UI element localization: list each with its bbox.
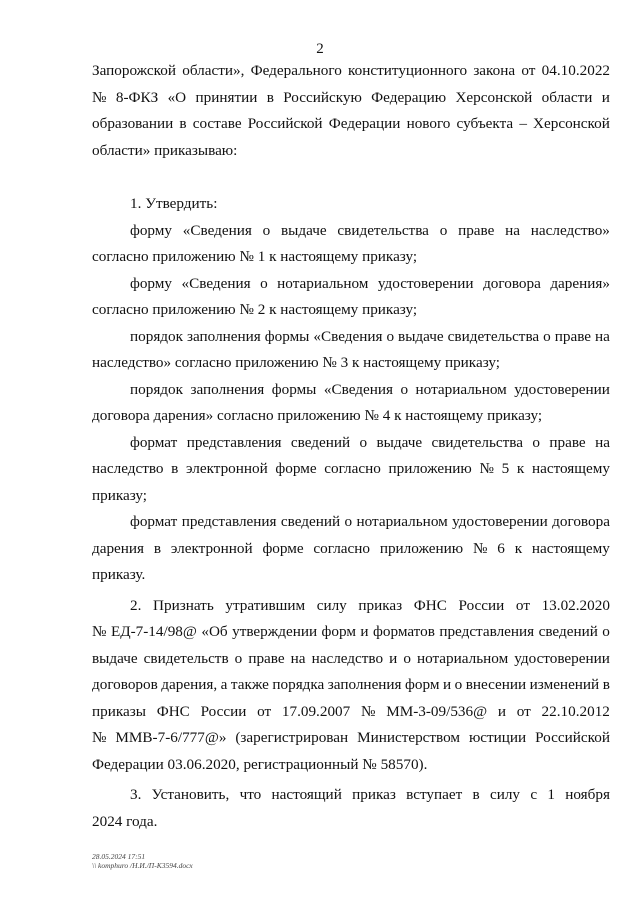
text-line: форму «Сведения о нотариальном удостоверении договора дарения» <box>130 274 610 292</box>
text-line: наследство» согласно приложению № 3 к настоящему приказу; <box>92 354 500 371</box>
footer-file-path: \\ komphuro /Н.И./П-К3594.docx <box>92 861 193 870</box>
text-line: № ЕД-7-14/98@ «Об утверждении форм и форматов представления сведений о <box>92 623 610 640</box>
paragraph-item-3 <box>92 782 610 835</box>
text-line: образовании в составе Российской Федерации нового субъекта – Херсонской <box>92 115 610 132</box>
paragraph-item-1f <box>92 509 610 589</box>
text-line: 2. Признать утратившим силу приказ ФНС России от 13.02.2020 <box>130 596 610 614</box>
paragraph-item-1a <box>92 218 610 271</box>
paragraph-item-2 <box>92 593 610 779</box>
text-line: 1. Утвердить: <box>130 195 218 212</box>
text-line: согласно приложению № 2 к настоящему приказу; <box>92 301 418 318</box>
text-line: выдаче свидетельств о праве на наследство и о нотариальном удостоверении <box>92 649 610 667</box>
text-line: дарения в электронной форме согласно приложению № 6 к настоящему <box>92 539 610 557</box>
page-number: 2 <box>316 41 324 57</box>
paragraph-item-1 <box>92 191 610 218</box>
text-line: 3. Установить, что настоящий приказ вступает в силу с 1 ноября <box>130 786 610 803</box>
footer-timestamp: 28.05.2024 17:51 <box>92 852 146 861</box>
text-line: № 8-ФКЗ «О принятии в Российскую Федерацию Херсонской области и <box>92 88 610 106</box>
text-line: порядок заполнения формы «Сведения о выдаче свидетельства о праве на <box>130 327 610 345</box>
text-line: согласно приложению № 1 к настоящему приказу; <box>92 248 418 265</box>
document-body <box>92 58 610 835</box>
text-line: Федерации 03.06.2020, регистрационный № 58570). <box>92 755 428 773</box>
paragraph-item-1b <box>92 271 610 324</box>
paragraph-item-1c <box>92 324 610 377</box>
text-line: № ММВ-7-6/777@» (зарегистрирован Министерством юстиции Российской <box>92 729 610 746</box>
text-line: приказу; <box>92 486 148 504</box>
text-line: приказу. <box>92 566 146 583</box>
text-line: наследство в электронной форме согласно приложению № 5 к настоящему <box>92 460 610 477</box>
paragraph-intro <box>92 58 610 164</box>
paragraph-item-1e <box>92 430 610 510</box>
text-line: договоров дарения, а также порядка заполнения форм и о внесении изменений в <box>92 676 610 693</box>
text-line: приказы ФНС России от 17.09.2007 № ММ-3-09/536@ и от 22.10.2012 <box>92 702 610 720</box>
text-line: порядок заполнения формы «Сведения о нотариальном удостоверении <box>130 380 610 398</box>
paragraph-item-1d <box>92 377 610 430</box>
text-line: форму «Сведения о выдаче свидетельства о праве на наследство» <box>130 221 610 239</box>
text-line: формат представления сведений о нотариальном удостоверении договора <box>130 513 610 530</box>
text-line: Запорожской области», Федерального конституционного закона от 04.10.2022 <box>92 62 610 79</box>
document-footer <box>92 852 193 870</box>
text-line: договора дарения» согласно приложению № 4 к настоящему приказу; <box>92 407 543 424</box>
text-line: области» приказываю: <box>92 141 238 159</box>
text-line: формат представления сведений о выдаче свидетельства о праве на <box>130 433 610 451</box>
text-line: 2024 года. <box>92 812 158 830</box>
